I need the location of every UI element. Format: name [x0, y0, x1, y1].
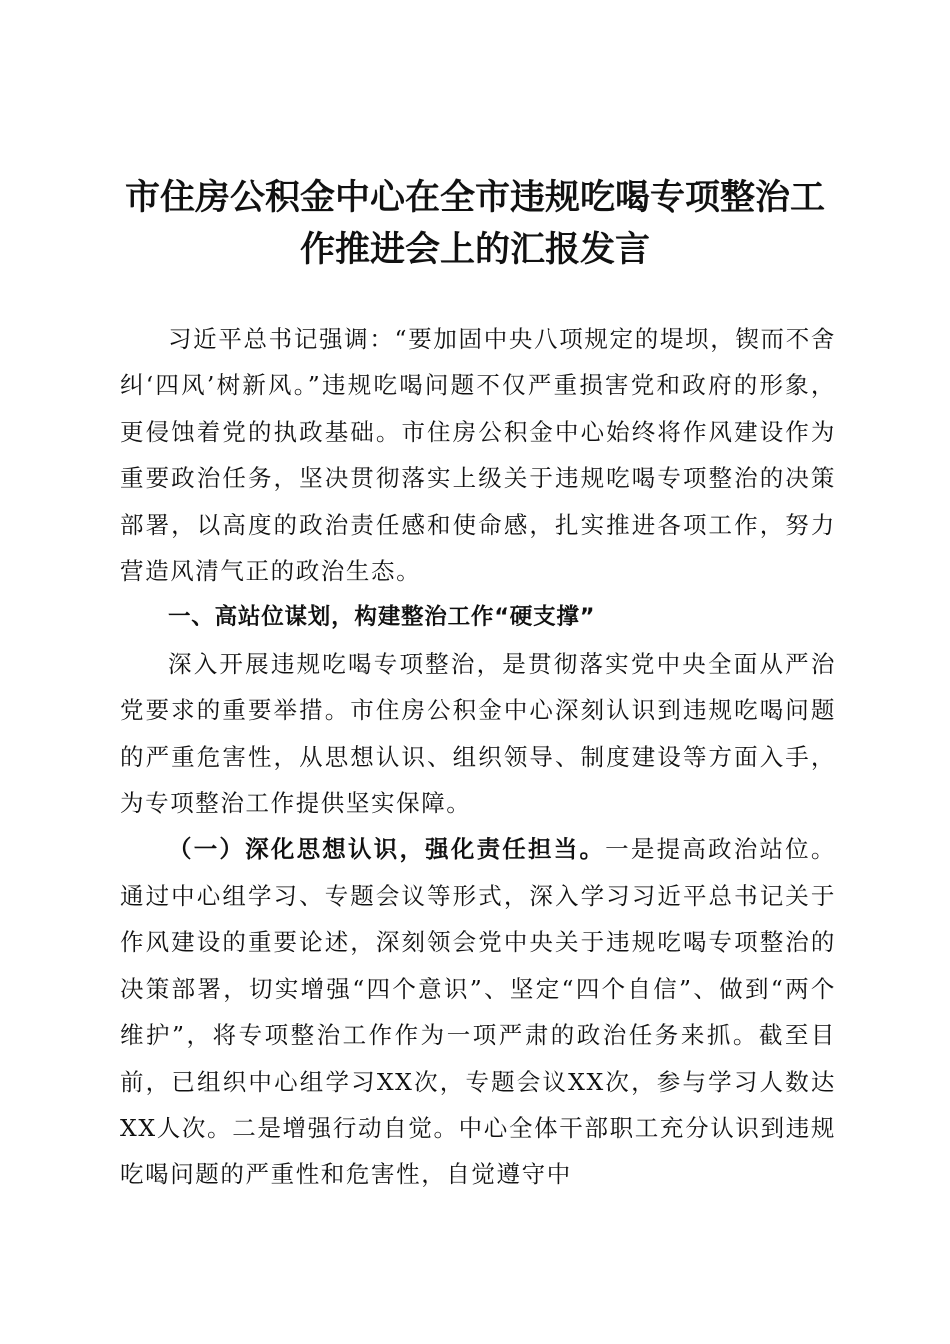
- document-title: [100, 172, 850, 276]
- subsection-1-text: 一是提高政治站位。通过中心组学习、专题会议等形式，深入学习习近平总书记关于作风建设的重要论述，深刻领会党中央关于违规吃喝专项整治的决策部署，切实增强“四个意识”、坚定“四个自信”、做到“两个维护”，将专项整治工作作为一项严肃的政治任务来抓。截至目前，已组织中心组学习XX次，专题会议XX次，参与学习人数达XX人次。二是增强行动自觉。中心全体干部职工充分认识到违规吃喝问题的严重性和危害性，自觉遵守中: [120, 835, 836, 1189]
- section-1-paragraph: 深入开展违规吃喝专项整治，是贯彻落实党中央全面从严治党要求的重要举措。市住房公积金中心深刻认识到违规吃喝问题的严重危害性，从思想认识、组织领导、制度建设等方面入手，为专项整治工作提供坚实保障。: [120, 649, 836, 818]
- section-1-heading: 一、高站位谋划，构建整治工作“硬支撑”: [168, 604, 596, 631]
- subsection-1-paragraph: [120, 826, 836, 1197]
- subsection-1-lead: （一）深化思想认识，强化责任担当。: [168, 835, 606, 864]
- intro-paragraph: 习近平总书记强调：“要加固中央八项规定的堤坝，锲而不舍纠‘四风’树新风。”违规吃喝问题不仅严重损害党和政府的形象，更侵蚀着党的执政基础。市住房公积金中心始终将作风建设作为重要政治任务，坚决贯彻落实上级关于违规吃喝专项整治的决策部署，以高度的政治责任感和使命感，扎实推进各项工作，努力营造风清气正的政治生态。: [120, 325, 836, 586]
- title-line-2: 作推进会上的汇报发言: [299, 229, 650, 270]
- document-body: [120, 316, 836, 1198]
- title-line-1: 市住房公积金中心在全市违规吃喝专项整治工: [124, 177, 825, 218]
